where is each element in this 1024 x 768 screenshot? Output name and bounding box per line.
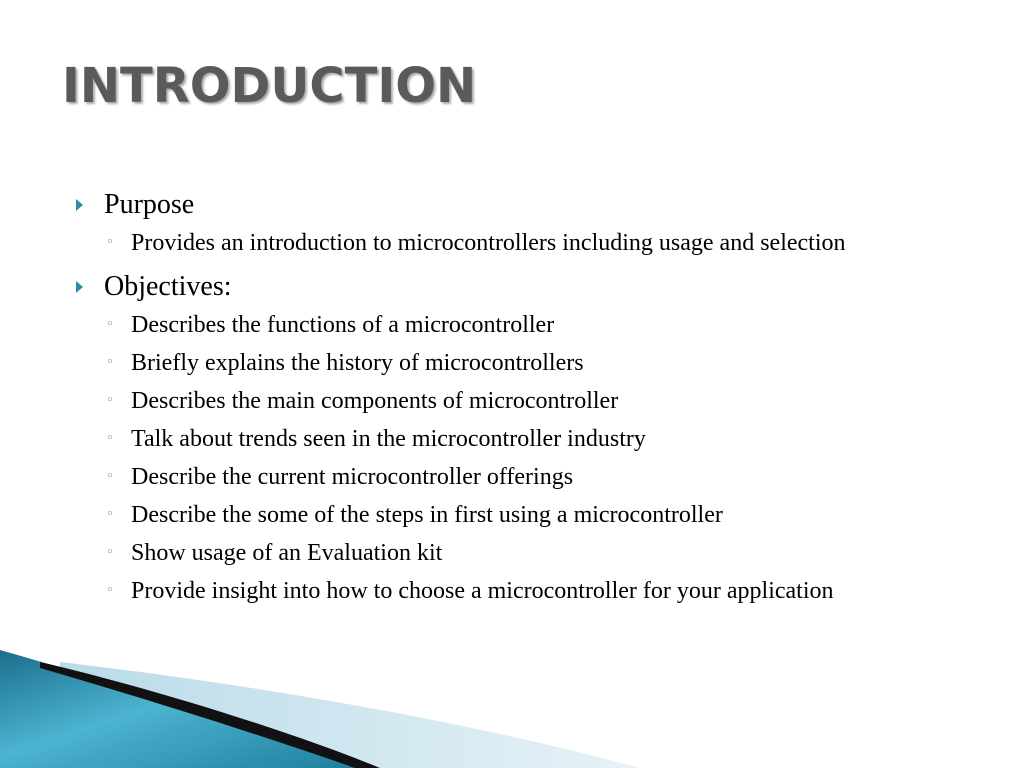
sub-bullet bbox=[76, 422, 976, 456]
sub-bullet bbox=[76, 574, 976, 608]
sub-bullet bbox=[76, 226, 976, 260]
bullet-purpose bbox=[76, 188, 976, 222]
circle-bullet-icon: ◦ bbox=[106, 393, 114, 408]
bullet-heading: Objectives: bbox=[104, 271, 232, 302]
triangle-bullet-icon bbox=[76, 281, 83, 293]
circle-bullet-icon: ◦ bbox=[106, 545, 114, 560]
circle-bullet-icon: ◦ bbox=[106, 583, 114, 598]
circle-bullet-icon: ◦ bbox=[106, 431, 114, 446]
circle-bullet-icon: ◦ bbox=[106, 507, 114, 522]
sub-bullet-text: Talk about trends seen in the microcontroller industry bbox=[131, 426, 646, 452]
sub-bullet bbox=[76, 346, 976, 380]
circle-bullet-icon: ◦ bbox=[106, 235, 114, 250]
sub-bullet-text: Provides an introduction to microcontrollers including usage and selection bbox=[131, 230, 846, 256]
circle-bullet-icon: ◦ bbox=[106, 469, 114, 484]
bullet-objectives bbox=[76, 270, 976, 304]
circle-bullet-icon: ◦ bbox=[106, 317, 114, 332]
sub-bullet-text: Show usage of an Evaluation kit bbox=[131, 540, 443, 566]
sub-bullet bbox=[76, 384, 976, 418]
sub-bullet-text: Describe the some of the steps in first using a microcontroller bbox=[131, 502, 723, 528]
bullet-list bbox=[76, 188, 976, 612]
sub-bullet-text: Provide insight into how to choose a microcontroller for your application bbox=[131, 578, 834, 604]
sub-bullet-text: Describes the main components of microcontroller bbox=[131, 388, 619, 414]
triangle-bullet-icon bbox=[76, 199, 83, 211]
circle-bullet-icon: ◦ bbox=[106, 355, 114, 370]
sub-bullet bbox=[76, 460, 976, 494]
bullet-heading: Purpose bbox=[104, 189, 195, 220]
sub-bullet bbox=[76, 498, 976, 532]
sub-bullet-text: Describe the current microcontroller offerings bbox=[131, 464, 574, 490]
sub-bullet bbox=[76, 536, 976, 570]
slide-title: INTRODUCTION bbox=[62, 58, 477, 114]
sub-bullet-text: Briefly explains the history of microcontrollers bbox=[131, 350, 584, 376]
sub-bullet-text: Describes the functions of a microcontroller bbox=[131, 312, 555, 338]
sub-bullet bbox=[76, 308, 976, 342]
